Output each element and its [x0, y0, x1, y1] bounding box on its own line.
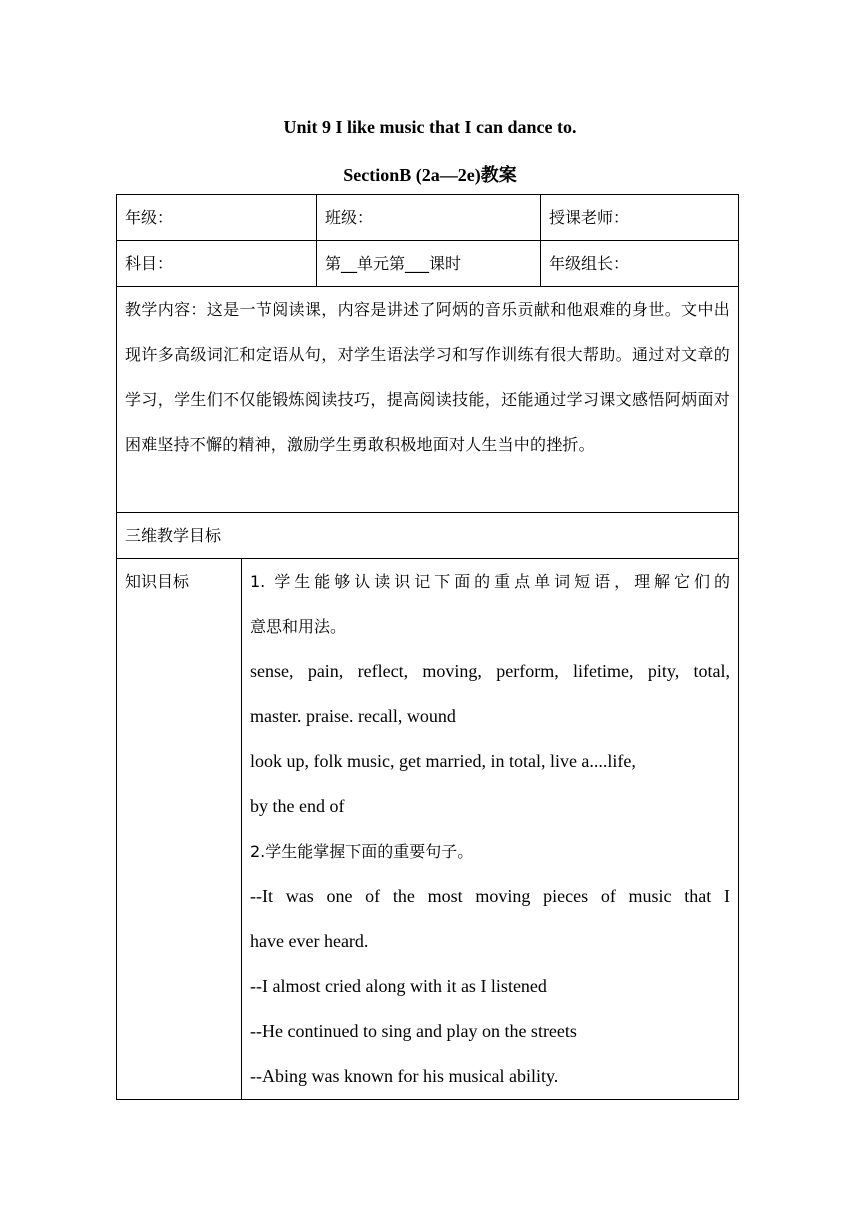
table-row — [117, 513, 739, 559]
sentence-4: --Abing was known for his musical ability. — [250, 1066, 559, 1086]
unit-lesson-cell: 第__单元第___课时 — [317, 241, 541, 287]
document-title: Unit 9 I like music that I can dance to. — [283, 117, 577, 137]
sentence-3: --He continued to sing and play on the streets — [250, 1021, 577, 1041]
teacher-cell: 授课老师： — [541, 195, 739, 241]
sentence-1-line-b: have ever heard. — [250, 931, 369, 951]
teaching-content: 教学内容：这是一节阅读课，内容是讲述了阿炳的音乐贡献和他艰难的身世。文中出现许多高级词汇和定语从句，对学生语法学习和写作训练有很大帮助。通过对文章的学习，学生们不仅能锻炼阅读技巧，提高阅读技能，还能通过学习课文感悟阿炳面对困难坚持不懈的精神，激励学生勇敢积极地面对人生当中的挫折。 — [117, 287, 739, 513]
sentence-2: --I almost cried along with it as I listened — [250, 976, 547, 996]
vocabulary-words-line-b: master. praise. recall, wound — [250, 706, 456, 726]
knowledge-objectives — [242, 559, 739, 1100]
table-row — [117, 287, 739, 513]
sentence-1-line-a: --It was one of the most moving pieces of music that I — [250, 886, 731, 906]
vocabulary-phrases-line-a: look up, folk music, get married, in total, live a....life, — [250, 751, 636, 771]
vocabulary-phrases-line-b: by the end of — [250, 796, 345, 816]
lesson-plan-table — [116, 194, 739, 1100]
objective-item-1-line-b: 意思和用法。 — [250, 617, 347, 636]
table-row — [117, 241, 739, 287]
class-cell: 班级： — [317, 195, 541, 241]
grade-leader-cell: 年级组长： — [541, 241, 739, 287]
table-row — [117, 195, 739, 241]
table-row — [117, 559, 739, 1100]
grade-cell: 年级： — [117, 195, 317, 241]
vocabulary-words-line-a: sense, pain, reflect, moving, perform, lifetime, pity, total, — [250, 661, 731, 681]
objectives-heading: 三维教学目标 — [117, 513, 739, 559]
document-subtitle: SectionB (2a—2e)教案 — [343, 165, 517, 185]
knowledge-label: 知识目标 — [117, 559, 242, 1100]
objective-item-2: 2.学生能掌握下面的重要句子。 — [250, 842, 474, 861]
subject-cell: 科目： — [117, 241, 317, 287]
objective-item-1-line-a: 1. 学生能够认读识记下面的重点单词短语，理解它们的 — [250, 572, 731, 591]
